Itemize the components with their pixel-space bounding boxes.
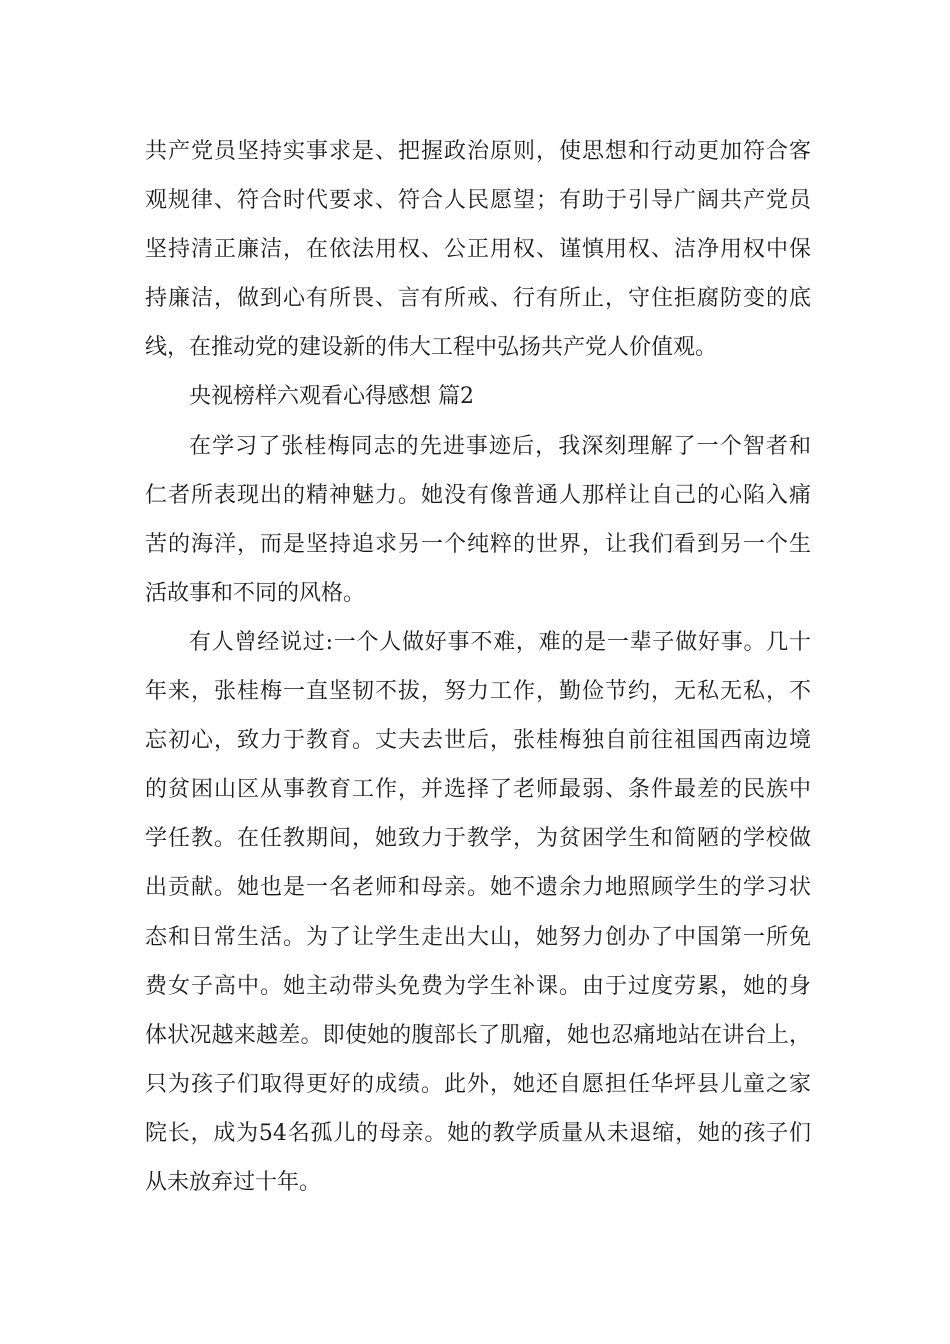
text-line: 年来，张桂梅一直坚韧不拔，努力工作，勤俭节约，无私无私，不 [145, 679, 811, 705]
text-line: 仁者所表现出的精神魅力。她没有像普通人那样让自己的心陷入痛 [145, 482, 811, 508]
text-line: 体状况越来越差。即使她的腹部长了肌瘤，她也忍痛地站在讲台上， [145, 1022, 811, 1048]
text-line: 费女子高中。她主动带头免费为学生补课。由于过度劳累，她的身 [145, 973, 811, 999]
text-line: 学任教。在任教期间，她致力于教学，为贫困学生和简陋的学校做 [145, 826, 811, 852]
text-line: 态和日常生活。为了让学生走出大山，她努力创办了中国第一所免 [145, 924, 811, 950]
text-line: 出贡献。她也是一名老师和母亲。她不遗余力地照顾学生的学习状 [145, 875, 811, 901]
text-line: 共产党员坚持实事求是、把握政治原则，使思想和行动更加符合客 [145, 139, 811, 164]
text-line: 线，在推动党的建设新的伟大工程中弘扬共产党人价值观。 [145, 335, 718, 361]
text-line: 观规律、符合时代要求、符合人民愿望；有助于引导广阔共产党员 [145, 188, 811, 214]
text-line: 院长，成为54名孤儿的母亲。她的教学质量从未退缩，她的孩子们 [145, 1120, 811, 1146]
text-line: 在学习了张桂梅同志的先进事迹后，我深刻理解了一个智者和 [189, 433, 811, 459]
text-line: 苦的海洋，而是坚持追求另一个纯粹的世界，让我们看到另一个生 [145, 531, 811, 557]
section-heading: 央视榜样六观看心得感想 篇2 [189, 384, 474, 410]
text-line: 有人曾经说过:一个人做好事不难，难的是一辈子做好事。几十 [189, 629, 811, 655]
text-line: 活故事和不同的风格。 [145, 580, 366, 606]
document-body [145, 127, 811, 1207]
text-line: 的贫困山区从事教育工作，并选择了老师最弱、条件最差的民族中 [145, 777, 811, 803]
text-line: 忘初心，致力于教育。丈夫去世后，张桂梅独自前往祖国西南边境 [145, 728, 811, 754]
text-line: 只为孩子们取得更好的成绩。此外，她还自愿担任华坪县儿童之家 [145, 1071, 811, 1097]
text-line: 坚持清正廉洁，在依法用权、公正用权、谨慎用权、洁净用权中保 [145, 237, 811, 263]
text-line: 持廉洁，做到心有所畏、言有所戒、行有所止，守住拒腐防变的底 [145, 286, 811, 312]
text-line: 从未放弃过十年。 [145, 1169, 322, 1195]
